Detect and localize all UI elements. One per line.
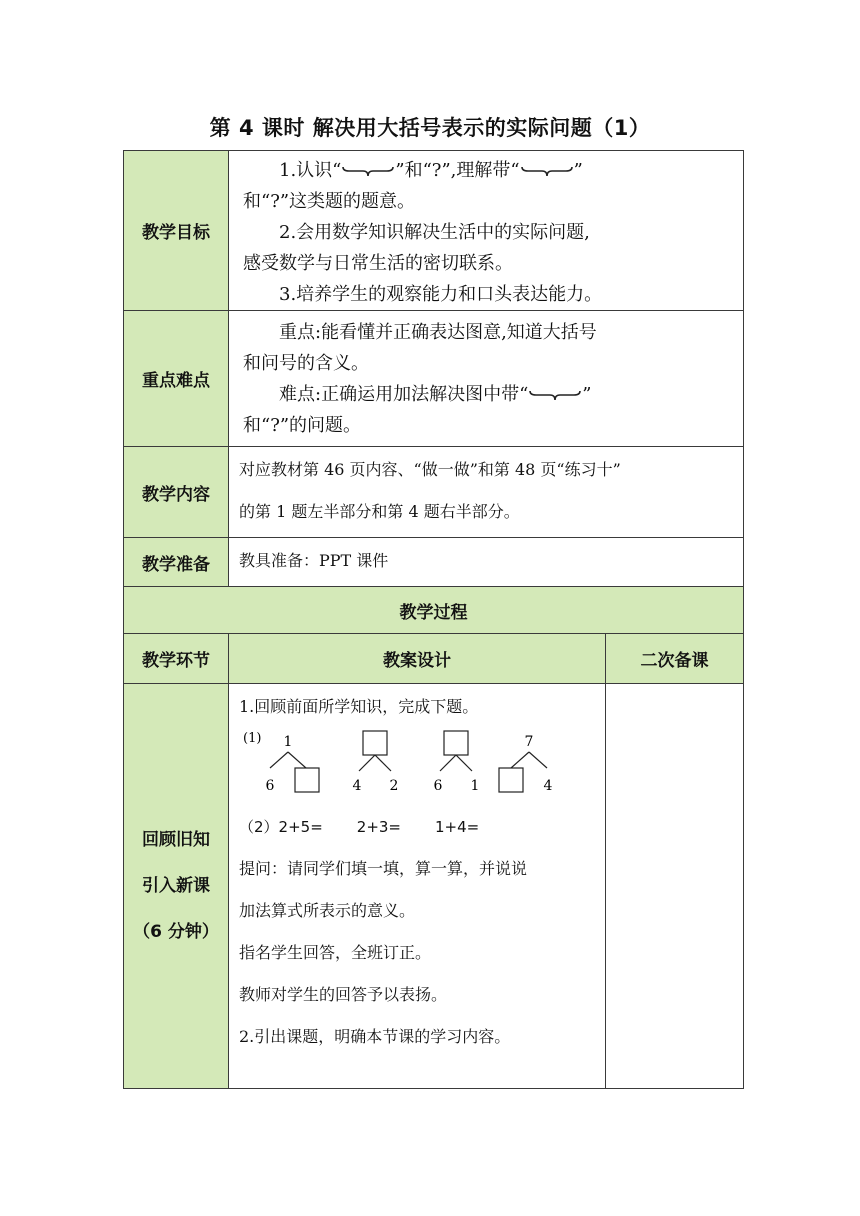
prep-row xyxy=(124,538,744,587)
part-2-label: （2） xyxy=(239,818,279,836)
brace-symbol xyxy=(520,165,574,177)
phase-label-cell xyxy=(124,684,229,1089)
phase-line-5: 指名学生回答，全班订正。 xyxy=(239,943,432,962)
phase-label-3: （6 分钟） xyxy=(133,922,219,942)
goals-line-5: 3.培养学生的观察能力和口头表达能力。 xyxy=(279,284,603,305)
lesson-plan-table xyxy=(123,150,744,1089)
sum-2: 2+3= xyxy=(356,818,402,836)
tree-1-left: 6 xyxy=(265,778,275,794)
tree-2-blank-box xyxy=(363,731,387,755)
goals-line-4: 感受数学与日常生活的密切联系。 xyxy=(243,253,513,274)
number-tree-1 xyxy=(266,734,319,794)
tree-1-blank-box xyxy=(295,768,319,792)
tree-1-top: 1 xyxy=(283,734,293,750)
content-line-2: 的第 1 题左半部分和第 4 题右半部分。 xyxy=(239,502,520,521)
col-revision-header: 二次备课 xyxy=(606,634,744,684)
col-design-header: 教案设计 xyxy=(229,634,606,684)
brace-symbol xyxy=(528,389,582,401)
number-tree-exercise xyxy=(239,728,595,800)
goals-label: 教学目标 xyxy=(124,151,229,311)
goals-line-1: 1.认识“ ”和“?”,理解带“ ” xyxy=(279,160,583,181)
goals-line-2: 和“?”这类题的题意。 xyxy=(243,191,416,212)
key-line-2: 和问号的含义。 xyxy=(243,353,369,374)
col-phase-header: 教学环节 xyxy=(124,634,229,684)
number-tree-2 xyxy=(353,731,399,794)
tree-3-left: 6 xyxy=(433,778,443,794)
part-1-label: (1) xyxy=(243,731,262,746)
phase-revision-cell[interactable] xyxy=(606,684,744,1089)
phase-line-7: 2.引出课题，明确本节课的学习内容。 xyxy=(239,1027,511,1046)
content-cell xyxy=(229,447,744,538)
phase-design-cell xyxy=(229,684,606,1089)
sum-exercise-line xyxy=(239,806,595,848)
key-line-1: 重点:能看懂并正确表达图意,知道大括号 xyxy=(279,322,597,343)
goals-cell xyxy=(229,151,744,311)
key-points-row xyxy=(124,311,744,447)
page-title: 第 4 课时 解决用大括号表示的实际问题（1） xyxy=(209,116,651,140)
tree-3-blank-box xyxy=(444,731,468,755)
tree-2-right: 2 xyxy=(389,778,399,794)
process-label: 教学过程 xyxy=(124,587,744,634)
column-header-row xyxy=(124,634,744,684)
phase-line-1: 1.回顾前面所学知识，完成下题。 xyxy=(239,697,479,716)
content-label: 教学内容 xyxy=(124,447,229,538)
phase-line-6: 教师对学生的回答予以表扬。 xyxy=(239,985,448,1004)
prep-text: 教具准备：PPT 课件 xyxy=(239,551,389,570)
key-line-3: 难点:正确运用加法解决图中带“ ” xyxy=(279,384,592,405)
number-tree-figure xyxy=(239,728,599,800)
prep-label: 教学准备 xyxy=(124,538,229,587)
phase-label-1: 回顾旧知 xyxy=(142,830,210,850)
content-row xyxy=(124,447,744,538)
tree-3-right: 1 xyxy=(470,778,480,794)
brace-symbol xyxy=(341,165,395,177)
sum-1: 2+5= xyxy=(278,818,323,836)
tree-4-right: 4 xyxy=(543,778,553,794)
key-line-4: 和“?”的问题。 xyxy=(243,415,362,436)
phase-label-2: 引入新课 xyxy=(142,876,210,896)
sum-3: 1+4= xyxy=(435,818,480,836)
tree-4-blank-box xyxy=(499,768,523,792)
tree-2-left: 4 xyxy=(352,778,362,794)
process-row xyxy=(124,587,744,634)
goals-row xyxy=(124,151,744,311)
key-points-label: 重点难点 xyxy=(124,311,229,447)
content-line-1: 对应教材第 46 页内容、“做一做”和第 48 页“练习十” xyxy=(239,460,621,479)
prep-cell xyxy=(229,538,744,587)
number-tree-3 xyxy=(434,731,480,794)
goals-line-3: 2.会用数学知识解决生活中的实际问题, xyxy=(279,222,590,243)
number-tree-4 xyxy=(499,734,553,794)
phase-row xyxy=(124,684,744,1089)
tree-4-top: 7 xyxy=(524,734,534,750)
phase-line-4: 加法算式所表示的意义。 xyxy=(239,901,416,920)
phase-line-3: 提问：请同学们填一填，算一算，并说说 xyxy=(239,859,528,878)
key-points-cell xyxy=(229,311,744,447)
